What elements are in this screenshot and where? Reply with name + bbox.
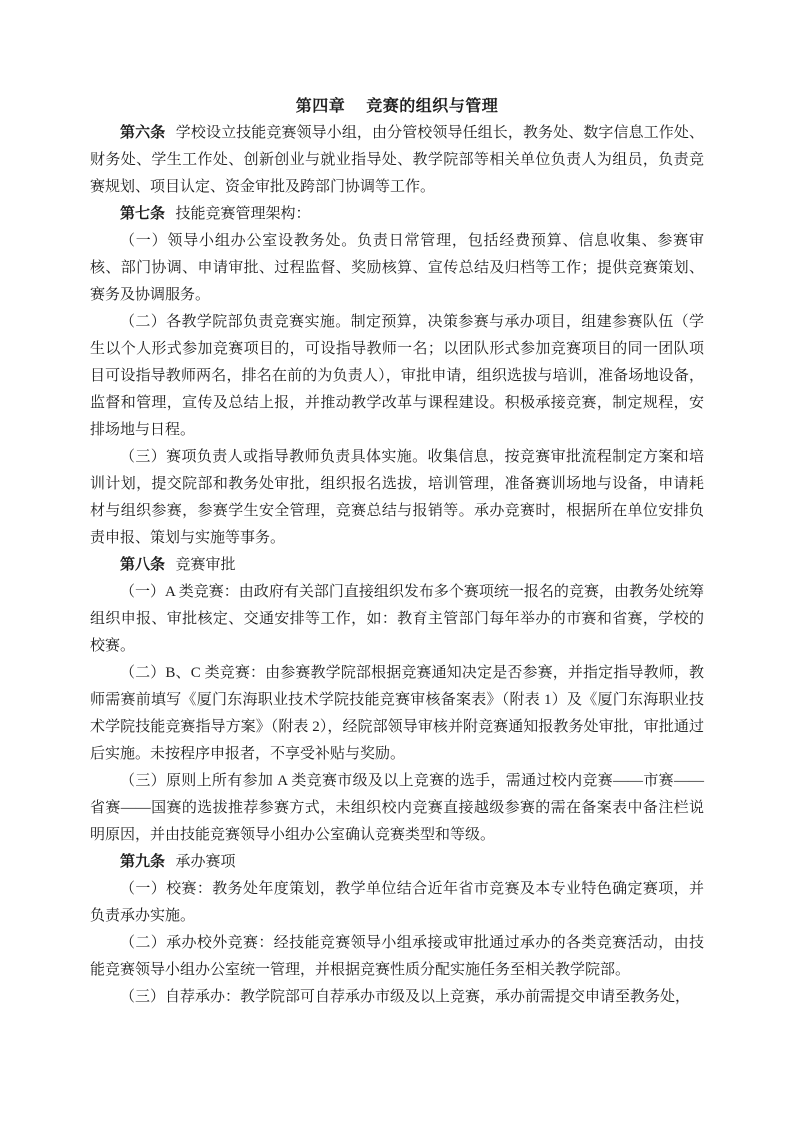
paragraph-text: 学校设立技能竞赛领导小组，由分管校领导任组长，教务处、数字信息工作处、财务处、学生工作处、创新创业与就业指导处、教学院部等相关单位负责人为组员，负责竞赛规划、项目认定、资金审批及跨部门协调等工作。 xyxy=(90,125,704,195)
paragraph-text: 技能竞赛管理架构： xyxy=(175,206,311,222)
paragraph-text: （二）承办校外竞赛：经技能竞赛领导小组承接或审批通过承办的各类竞赛活动，由技能竞赛领导小组办公室统一管理，并根据竞赛性质分配实施任务至相关教学院部。 xyxy=(90,935,704,978)
article-8-item-2 xyxy=(90,660,704,768)
paragraph-text: （一）校赛：教务处年度策划，教学单位结合近年省市竞赛及本专业特色确定赛项，并负责承办实施。 xyxy=(90,881,704,924)
article-7-item-3 xyxy=(90,444,704,552)
paragraph-text: （三）自荐承办：教学院部可自荐承办市级及以上竞赛，承办前需提交申请至教务处， xyxy=(120,989,691,1005)
chapter-title: 第四章 竞赛的组织与管理 xyxy=(295,98,499,115)
article-7-item-1 xyxy=(90,228,704,309)
paragraph-text: （一）A 类竞赛：由政府有关部门直接组织发布多个赛项统一报名的竞赛，由教务处统筹组织申报、审批核定、交通安排等工作，如：教育主管部门每年举办的市赛和省赛，学校的校赛。 xyxy=(90,584,704,654)
article-9-paragraph xyxy=(90,849,704,876)
article-7-item-2 xyxy=(90,309,704,444)
paragraph-text: （三）赛项负责人或指导教师负责具体实施。收集信息，按竞赛审批流程制定方案和培训计划，提交院部和教务处审批，组织报名选拔，培训管理，准备赛训场地与设备，申请耗材与组织参赛，参赛学生安全管理，竞赛总结与报销等。承办竞赛时，根据所在单位安排负责申报、策划与实施等事务。 xyxy=(90,449,704,546)
paragraph-text: （一）领导小组办公室设教务处。负责日常管理，包括经费预算、信息收集、参赛审核、部门协调、申请审批、过程监督、奖励核算、宣传总结及归档等工作；提供竞赛策划、赛务及协调服务。 xyxy=(90,233,704,303)
article-9-item-2 xyxy=(90,930,704,984)
article-9-item-1 xyxy=(90,876,704,930)
paragraph-text: （二）各教学院部负责竞赛实施。制定预算，决策参赛与承办项目，组建参赛队伍（学生以个人形式参加竞赛项目的，可设指导教师一名；以团队形式参加竞赛项目的同一团队项目可设指导教师两名，排名在前的为负责人），审批申请，组织选拔与培训，准备场地设备，监督和管理，宣传及总结上报，并推动教学改革与课程建设。积极承接竞赛，制定规程，安排场地与日程。 xyxy=(90,314,704,438)
article-8-label: 第八条 xyxy=(120,557,166,573)
paragraph-text: （二）B、C 类竞赛：由参赛教学院部根据竞赛通知决定是否参赛，并指定指导教师，教师需赛前填写《厦门东海职业技术学院技能竞赛审核备案表》（附表 1）及《厦门东海职业技术学院技能竞赛指导方案》（附表 2），经院部领导审核并附竞赛通知报教务处审批，审批通过后实施。未按程序申报者，不享受补贴与奖励。 xyxy=(90,665,704,762)
article-8-item-1 xyxy=(90,579,704,660)
article-9-item-3 xyxy=(90,984,704,1011)
article-7-label: 第七条 xyxy=(120,206,166,222)
article-7-paragraph xyxy=(90,201,704,228)
paragraph-text: 承办赛项 xyxy=(175,854,236,870)
paragraph-text: （三）原则上所有参加 A 类竞赛市级及以上竞赛的选手，需通过校内竞赛——市赛——省赛——国赛的选拔推荐参赛方式，未组织校内竞赛直接越级参赛的需在备案表中备注栏说明原因，并由技能竞赛领导小组办公室确认竞赛类型和等级。 xyxy=(90,773,704,843)
paragraph-text: 竞赛审批 xyxy=(175,557,236,573)
article-8-item-3 xyxy=(90,768,704,849)
article-6-paragraph xyxy=(90,120,704,201)
article-9-label: 第九条 xyxy=(120,854,166,870)
article-8-paragraph xyxy=(90,552,704,579)
article-6-label: 第六条 xyxy=(120,125,166,141)
